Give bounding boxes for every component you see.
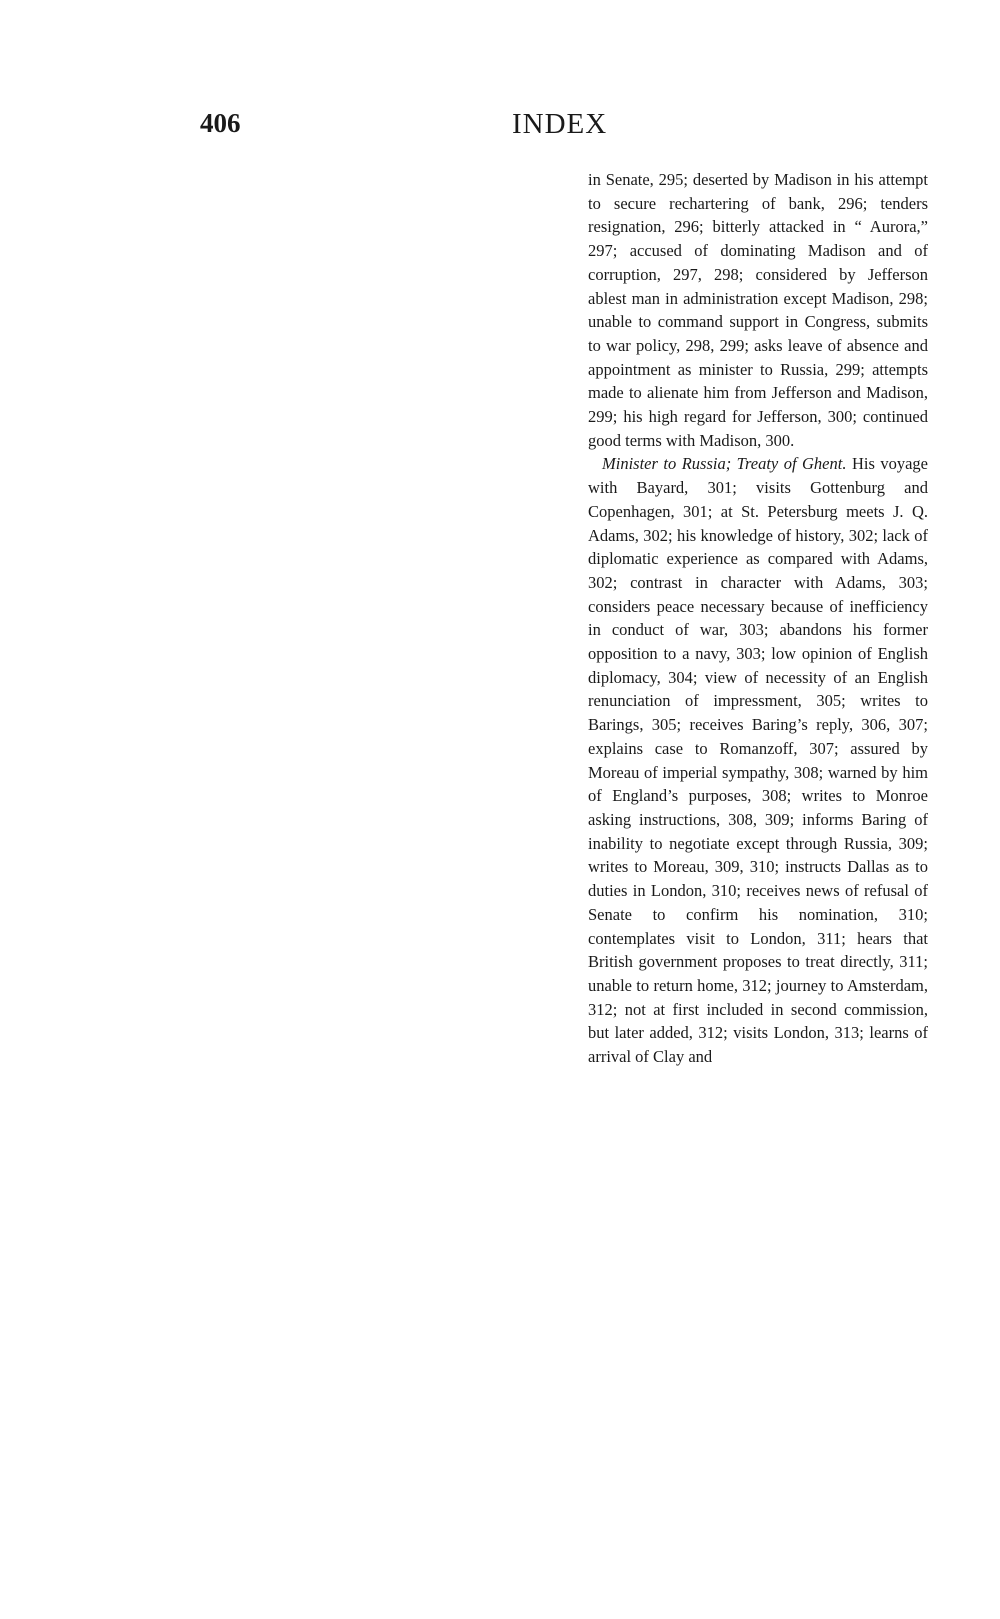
index-entry-continued: in Senate, 295; deserted by Madison in his attempt to secure rechartering of bank, 296; tenders resignation, 296; bitterly attacked in “ Aurora,” 297; accused of dominating Madison and of corruption, 297, 298; considered by Jefferson ablest man in administration except Madison, 298; unable to command support in Congress, submits to war policy, 298, 299; asks leave of absence and appointment as minister to Russia, 299; attempts made to alienate him from Jefferson and Madison, 299; his high regard for Jefferson, 300; continued good terms with Madison, 300. xyxy=(588,170,928,450)
section-text: His voyage with Bayard, 301; visits Gottenburg and Copenhagen, 301; at St. Petersburg meets J. Q. Adams, 302; his knowledge of history, 302; lack of diplomatic experience as compared with Adams, 302; contrast in character with Adams, 303; considers peace necessary because of inefficiency in conduct of war, 303; abandons his former opposition to a navy, 303; low opinion of English diplomacy, 304; view of necessity of an English renunciation of impressment, 305; writes to Barings, 305; receives Baring’s reply, 306, 307; explains case to Romanzoff, 307; assured by Moreau of imperial sympathy, 308; warned by him of England’s purposes, 308; writes to Monroe asking instructions, 308, 309; informs Baring of inability to negotiate except through Russia, 309; writes to Moreau, 309, 310; instructs Dallas as to duties in London, 310; receives news of refusal of Senate to confirm his nomination, 310; contemplates visit to London, 311; hears that British government proposes to treat directly, 311; unable to return home, 312; journey to Amsterdam, 312; not at first included in second commission, but later added, 312; visits London, 313; learns of arrival of Clay and xyxy=(588,454,928,1067)
index-column xyxy=(588,168,928,1069)
index-entry-section xyxy=(588,452,928,1068)
section-heading: Minister to Russia; Treaty of Ghent. xyxy=(602,454,847,474)
page-number: 406 xyxy=(200,108,241,138)
running-head: INDEX xyxy=(512,108,608,140)
